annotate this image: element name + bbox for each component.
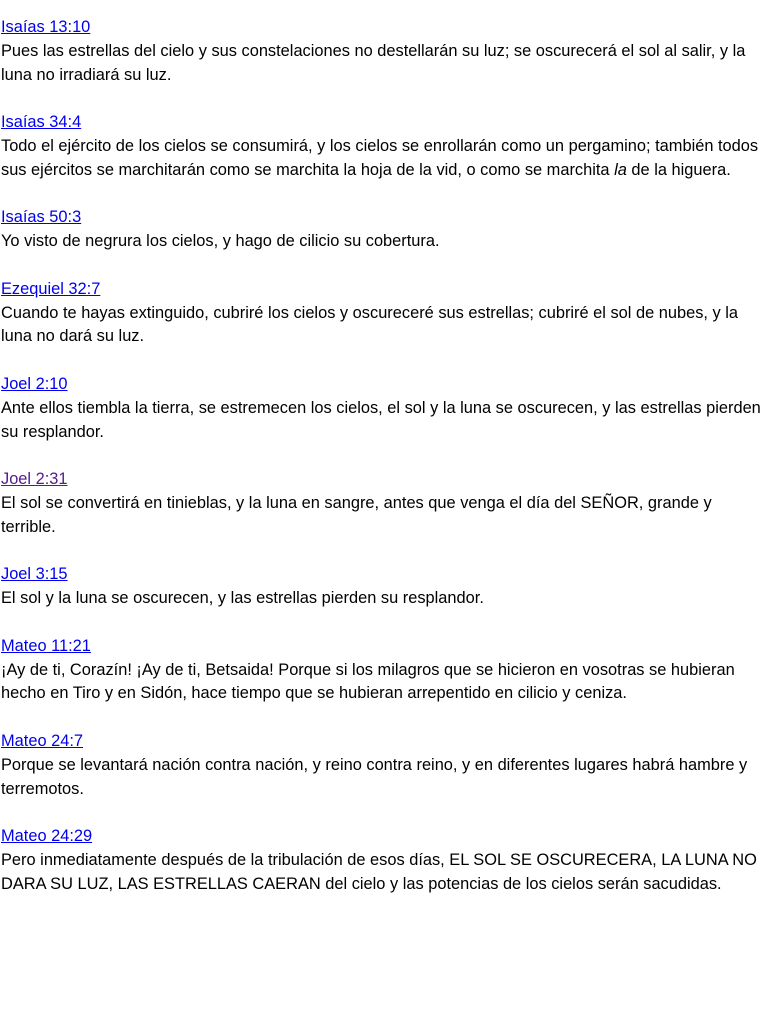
verse-isaias-13-10 — [1, 16, 767, 87]
verse-reference-link[interactable]: Isaías 34:4 — [1, 113, 82, 132]
verse-reference-link[interactable]: Mateo 24:7 — [1, 731, 84, 750]
verse-reference-link[interactable]: Isaías 13:10 — [1, 18, 91, 36]
verse-joel-2-31 — [1, 468, 767, 539]
verse-reference-link[interactable]: Mateo 24:29 — [1, 827, 93, 846]
verse-text: El sol se convertirá en tinieblas, y la luna en sangre, antes que venga el día del SEÑOR, grande y terrible. — [1, 493, 712, 536]
verse-reference-link[interactable]: Joel 2:10 — [1, 374, 68, 393]
verse-text-part: Todo el ejército de los cielos se consumirá, y los cielos se enrollarán como un pergamino; también todos sus ejércitos se marchitarán como se marchita la hoja de la vid, o como se marchita — [1, 136, 759, 179]
verse-mateo-24-29 — [1, 825, 767, 896]
verse-text — [1, 135, 767, 183]
verse-joel-3-15 — [1, 563, 767, 611]
verse-reference-link[interactable]: Joel 3:15 — [1, 565, 68, 584]
verse-text-italic: la — [614, 160, 627, 179]
verse-reference-link[interactable]: Mateo 11:21 — [1, 636, 91, 655]
verse-joel-2-10 — [1, 373, 767, 444]
verse-reference-link[interactable]: Isaías 50:3 — [1, 208, 82, 227]
verse-text: Cuando te hayas extinguido, cubriré los cielos y oscureceré sus estrellas; cubriré el sol de nubes, y la luna no dará su luz. — [1, 303, 739, 346]
verse-text: Yo visto de negrura los cielos, y hago de cilicio su cobertura. — [1, 232, 440, 251]
verse-reference-link-visited[interactable]: Joel 2:31 — [1, 470, 68, 489]
verse-text: Pues las estrellas del cielo y sus constelaciones no destellarán su luz; se oscurecerá el sol al salir, y la luna no irradiará su luz. — [1, 41, 746, 84]
verse-text: Pero inmediatamente después de la tribulación de esos días, EL SOL SE OSCURECERA, LA LUNA NO DARA SU LUZ, LAS ESTRELLAS CAERAN del cielo y las potencias de los cielos serán sacudidas. — [1, 850, 757, 893]
verse-isaias-34-4 — [1, 111, 767, 182]
verse-ezequiel-32-7 — [1, 278, 767, 349]
verse-isaias-50-3 — [1, 206, 767, 254]
verse-mateo-11-21 — [1, 635, 767, 706]
verse-reference-link[interactable]: Ezequiel 32:7 — [1, 279, 101, 298]
verse-text: ¡Ay de ti, Corazín! ¡Ay de ti, Betsaida! Porque si los milagros que se hicieron en vosotras se hubieran hecho en Tiro y en Sidón, hace tiempo que se hubieran arrepentido en cilicio y ceniza. — [1, 660, 735, 703]
verse-text-part: de la higuera. — [626, 160, 731, 179]
verse-text: Ante ellos tiembla la tierra, se estremecen los cielos, el sol y la luna se oscurecen, y las estrellas pierden su resplandor. — [1, 398, 761, 441]
verse-mateo-24-7 — [1, 730, 767, 801]
verse-text: Porque se levantará nación contra nación, y reino contra reino, y en diferentes lugares habrá hambre y terremotos. — [1, 755, 748, 798]
verse-text: El sol y la luna se oscurecen, y las estrellas pierden su resplandor. — [1, 589, 484, 608]
